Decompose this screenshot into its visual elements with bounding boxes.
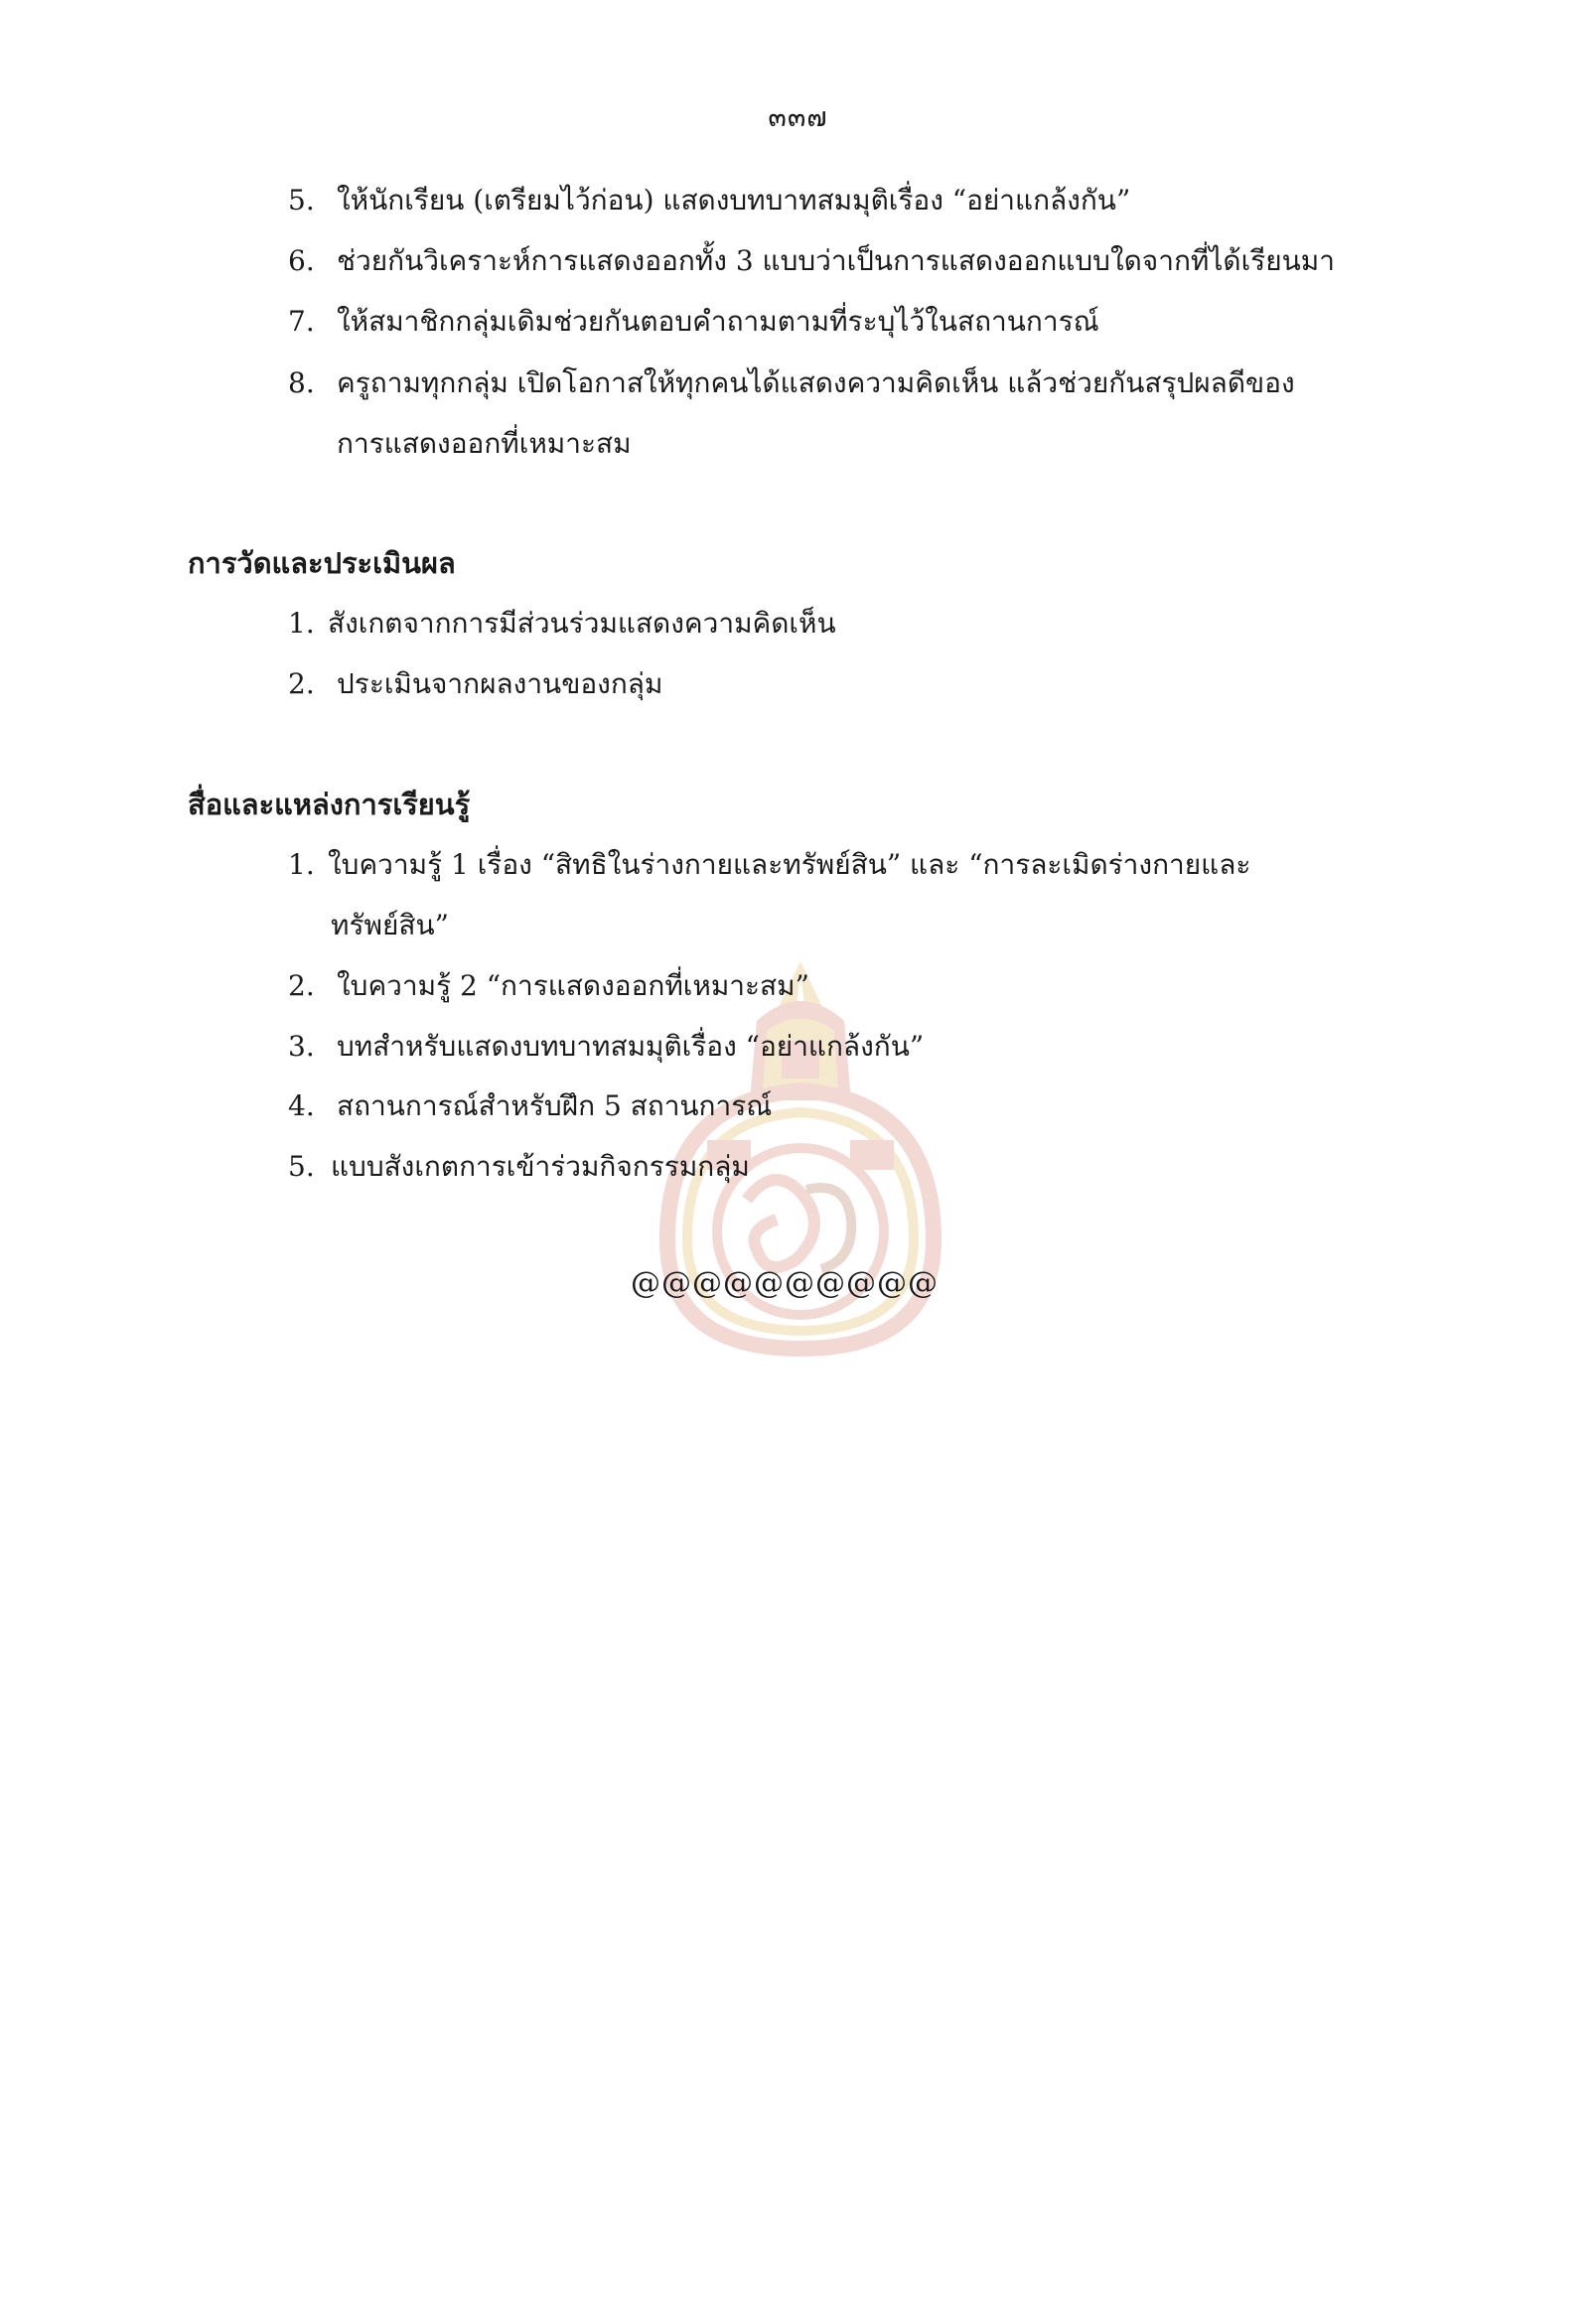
item-text: การแสดงออกที่เหมาะสม (337, 427, 632, 460)
list-item-continuation (331, 906, 449, 945)
item-text: ให้นักเรียน (เตรียมไว้ก่อน) แสดงบทบาทสมมุติเรื่อง “อย่าแกล้งกัน” (337, 184, 1131, 216)
item-text: ประเมินจากผลงานของกลุ่ม (337, 667, 663, 700)
page-number: ๓๓๗ (768, 102, 828, 133)
item-number: 6. (288, 244, 315, 277)
item-number: 7. (288, 305, 315, 338)
media-heading: สื่อและแหล่งการเรียนรู้ (188, 788, 471, 821)
list-item-continuation (337, 424, 632, 464)
item-text: ใบความรู้ 2 “การแสดงออกที่เหมาะสม” (337, 969, 809, 1002)
item-text: สถานการณ์สำหรับฝึก 5 สถานการณ์ (337, 1089, 773, 1122)
item-text: แบบสังเกตการเข้าร่วมกิจกรรมกลุ่ม (331, 1150, 750, 1183)
item-number: 3. (288, 1030, 315, 1063)
item-number: 1. (288, 848, 315, 881)
item-text: ช่วยกันวิเคราะห์การแสดงออกทั้ง 3 แบบว่าเป็นการแสดงออกแบบใดจากที่ได้เรียนมา (337, 244, 1335, 277)
item-text: ให้สมาชิกกลุ่มเดิมช่วยกันตอบคำถามตามที่ระบุไว้ในสถานการณ์ (337, 305, 1099, 338)
item-text: บทสำหรับแสดงบทบาทสมมุติเรื่อง “อย่าแกล้งกัน” (337, 1030, 925, 1063)
item-number: 2. (288, 969, 315, 1002)
item-number: 8. (288, 366, 315, 399)
item-text: ทรัพย์สิน” (331, 909, 449, 941)
item-number: 5. (288, 1150, 315, 1183)
item-text: สังเกตจากการมีส่วนร่วมแสดงความคิดเห็น (328, 607, 836, 640)
item-number: 4. (288, 1089, 315, 1122)
item-text: ใบความรู้ 1 เรื่อง “สิทธิในร่างกายและทรัพย์สิน” และ “การละเมิดร่างกายและ (328, 848, 1251, 881)
item-number: 1. (288, 607, 315, 640)
item-text: ครูถามทุกกลุ่ม เปิดโอกาสให้ทุกคนได้แสดงความคิดเห็น แล้วช่วยกันสรุปผลดีของ (337, 366, 1295, 399)
item-number: 2. (288, 667, 315, 700)
end-ornament: @@@@@@@@@@ (631, 1266, 939, 1301)
evaluation-heading: การวัดและประเมินผล (188, 546, 456, 580)
item-number: 5. (288, 184, 315, 216)
